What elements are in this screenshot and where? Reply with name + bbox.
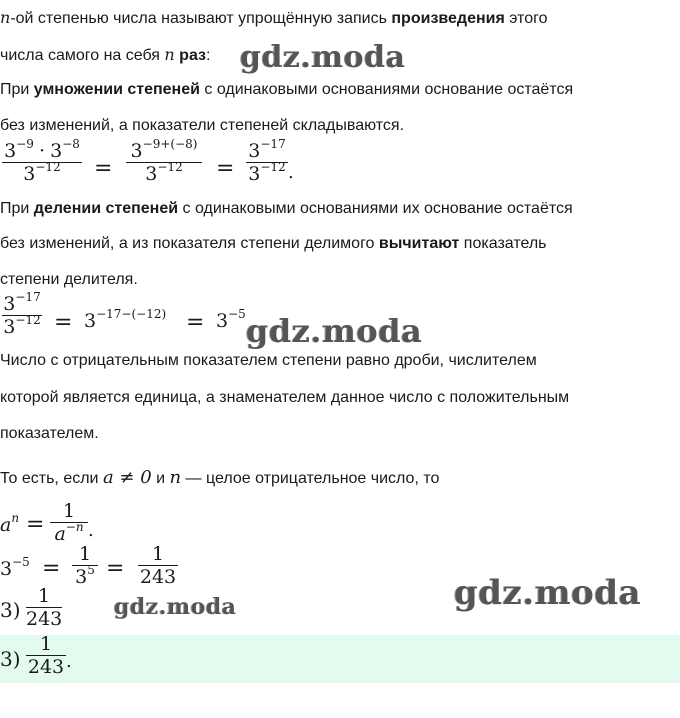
fraction-2: $3^{-9+(-8)}$ $3^{-12}$ (126, 140, 202, 185)
var-n: n (0, 8, 11, 27)
watermark: gdz.moda (114, 594, 237, 620)
watermark: gdz.moda (240, 40, 406, 75)
fraction-div: $3^{-17}$ $3^{-12}$ (3, 290, 41, 338)
definition-line-2: числа самого на себя n раз: (0, 45, 211, 64)
div-rule-line-1: При делении степеней с одинаковыми основаниями их основание остаётся (0, 200, 573, 217)
div-rule-line-3: степени делителя. (0, 271, 138, 288)
fraction-1: $3^{-9} \cdot 3^{-8}$ $3^{-12}$ (2, 140, 82, 185)
mult-rule-line-2: без изменений, а показатели степеней складываются. (0, 117, 405, 134)
neg-exp-line-3: показателем. (0, 425, 99, 442)
watermark: gdz.moda (246, 312, 423, 350)
fraction-3: $3^{-17}$ $3^{-12}$ (246, 140, 288, 185)
definition-line-1: n-ой степенью числа называют упрощённую запись произведения этого (0, 8, 548, 27)
correct-answer-box: 3) 1 243 . (0, 635, 680, 683)
mult-rule-line-1: При умножении степеней с одинаковыми основаниями основание остаётся (0, 81, 574, 98)
neg-exp-line-2: которой является единица, а знаменателем данное число с положительным (0, 389, 570, 406)
condition-line: То есть, если a ≠ 0 и n — целое отрицательное число, то (0, 467, 440, 488)
watermark: gdz.moda (454, 573, 642, 613)
neg-exp-line-1: Число с отрицательным показателем степени равно дроби, числителем (0, 352, 537, 369)
div-rule-line-2: без изменений, а из показателя степени делимого вычитают показатель (0, 235, 547, 252)
